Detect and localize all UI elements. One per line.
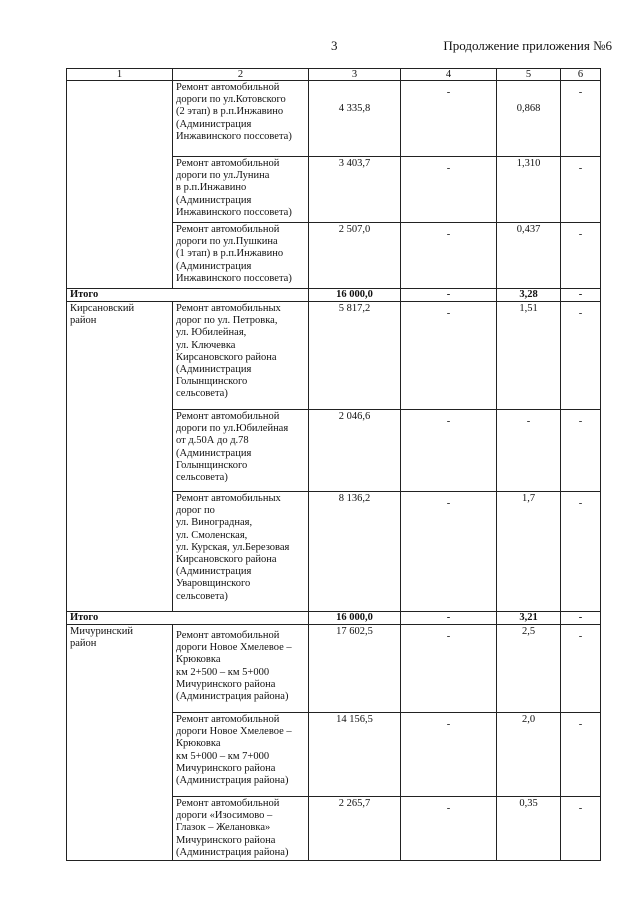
length-cell: 0,35 <box>497 797 561 861</box>
total-length: 3,28 <box>497 289 561 302</box>
region-cell: Мичуринский район <box>67 625 173 861</box>
length-cell: 2,0 <box>497 713 561 797</box>
page-number: 3 <box>331 38 338 53</box>
value-cell: - <box>561 302 601 410</box>
region-cell: Кирсановский район <box>67 302 173 612</box>
total-row <box>67 289 601 302</box>
value-cell: - <box>401 81 497 157</box>
appendix-caption: Продолжение приложения №6 <box>443 38 612 53</box>
amount-cell: 8 136,2 <box>309 492 401 612</box>
work-description: Ремонт автомобильной дороги по ул.Пушкина (1 этап) в р.п.Инжавино (Администрация Инжавинского поссовета) <box>173 223 309 289</box>
work-description: Ремонт автомобильных дорог по ул. Виноградная, ул. Смоленская, ул. Курская, ул.Березовая Кирсановского района (Администрация Уваровщинского сельсовета) <box>173 492 309 612</box>
amount-cell: 14 156,5 <box>309 713 401 797</box>
total-length: 3,21 <box>497 612 561 625</box>
amount-cell: 17 602,5 <box>309 625 401 713</box>
length-cell: 0,868 <box>497 81 561 157</box>
value-cell: - <box>401 713 497 797</box>
work-description: Ремонт автомобильной дороги Новое Хмелевое – Крюковка км 5+000 – км 7+000 Мичуринского района (Администрация района) <box>173 713 309 797</box>
column-header: 1 <box>67 69 173 81</box>
value-cell: - <box>561 612 601 625</box>
work-description: Ремонт автомобильных дорог по ул. Петровка, ул. Юбилейная, ул. Ключевка Кирсановского района (Администрация Голынщинского сельсовета) <box>173 302 309 410</box>
value-cell: - <box>401 289 497 302</box>
table-row <box>67 302 601 410</box>
value-cell: - <box>561 289 601 302</box>
amount-cell: 2 046,6 <box>309 410 401 492</box>
value-cell: - <box>561 713 601 797</box>
column-header: 2 <box>173 69 309 81</box>
total-label: Итого <box>67 612 309 625</box>
value-cell: - <box>561 157 601 223</box>
value-cell: - <box>561 797 601 861</box>
length-cell: 2,5 <box>497 625 561 713</box>
column-header: 4 <box>401 69 497 81</box>
roads-table <box>66 68 601 861</box>
table-row <box>67 81 601 157</box>
work-description: Ремонт автомобильной дороги по ул.Лунина в р.п.Инжавино (Администрация Инжавинского поссовета) <box>173 157 309 223</box>
value-cell: - <box>561 81 601 157</box>
value-cell: - <box>561 223 601 289</box>
value-cell: - <box>401 410 497 492</box>
amount-cell: 2 265,7 <box>309 797 401 861</box>
value-cell: - <box>561 492 601 612</box>
value-cell: - <box>401 223 497 289</box>
total-row <box>67 612 601 625</box>
table-row <box>67 625 601 713</box>
column-header: 5 <box>497 69 561 81</box>
length-cell: 0,437 <box>497 223 561 289</box>
value-cell: - <box>401 612 497 625</box>
amount-cell: 3 403,7 <box>309 157 401 223</box>
table-header-row <box>67 69 601 81</box>
length-cell: - <box>497 410 561 492</box>
column-header: 6 <box>561 69 601 81</box>
value-cell: - <box>401 625 497 713</box>
total-amount: 16 000,0 <box>309 289 401 302</box>
total-amount: 16 000,0 <box>309 612 401 625</box>
work-description: Ремонт автомобильной дороги по ул.Юбилейная от д.50А до д.78 (Администрация Голынщинского сельсовета) <box>173 410 309 492</box>
length-cell: 1,7 <box>497 492 561 612</box>
region-cell <box>67 81 173 289</box>
amount-cell: 2 507,0 <box>309 223 401 289</box>
value-cell: - <box>401 157 497 223</box>
value-cell: - <box>401 302 497 410</box>
length-cell: 1,51 <box>497 302 561 410</box>
amount-cell: 5 817,2 <box>309 302 401 410</box>
value-cell: - <box>561 625 601 713</box>
value-cell: - <box>401 492 497 612</box>
length-cell: 1,310 <box>497 157 561 223</box>
work-description: Ремонт автомобильной дороги «Изосимово – Глазок – Желановка» Мичуринского района (Администрация района) <box>173 797 309 861</box>
value-cell: - <box>561 410 601 492</box>
amount-cell: 4 335,8 <box>309 81 401 157</box>
column-header: 3 <box>309 69 401 81</box>
total-label: Итого <box>67 289 309 302</box>
work-description: Ремонт автомобильной дороги по ул.Котовского (2 этап) в р.п.Инжавино (Администрация Инжавинского поссовета) <box>173 81 309 157</box>
work-description: Ремонт автомобильной дороги Новое Хмелевое – Крюковка км 2+500 – км 5+000 Мичуринского района (Администрация района) <box>173 625 309 713</box>
value-cell: - <box>401 797 497 861</box>
